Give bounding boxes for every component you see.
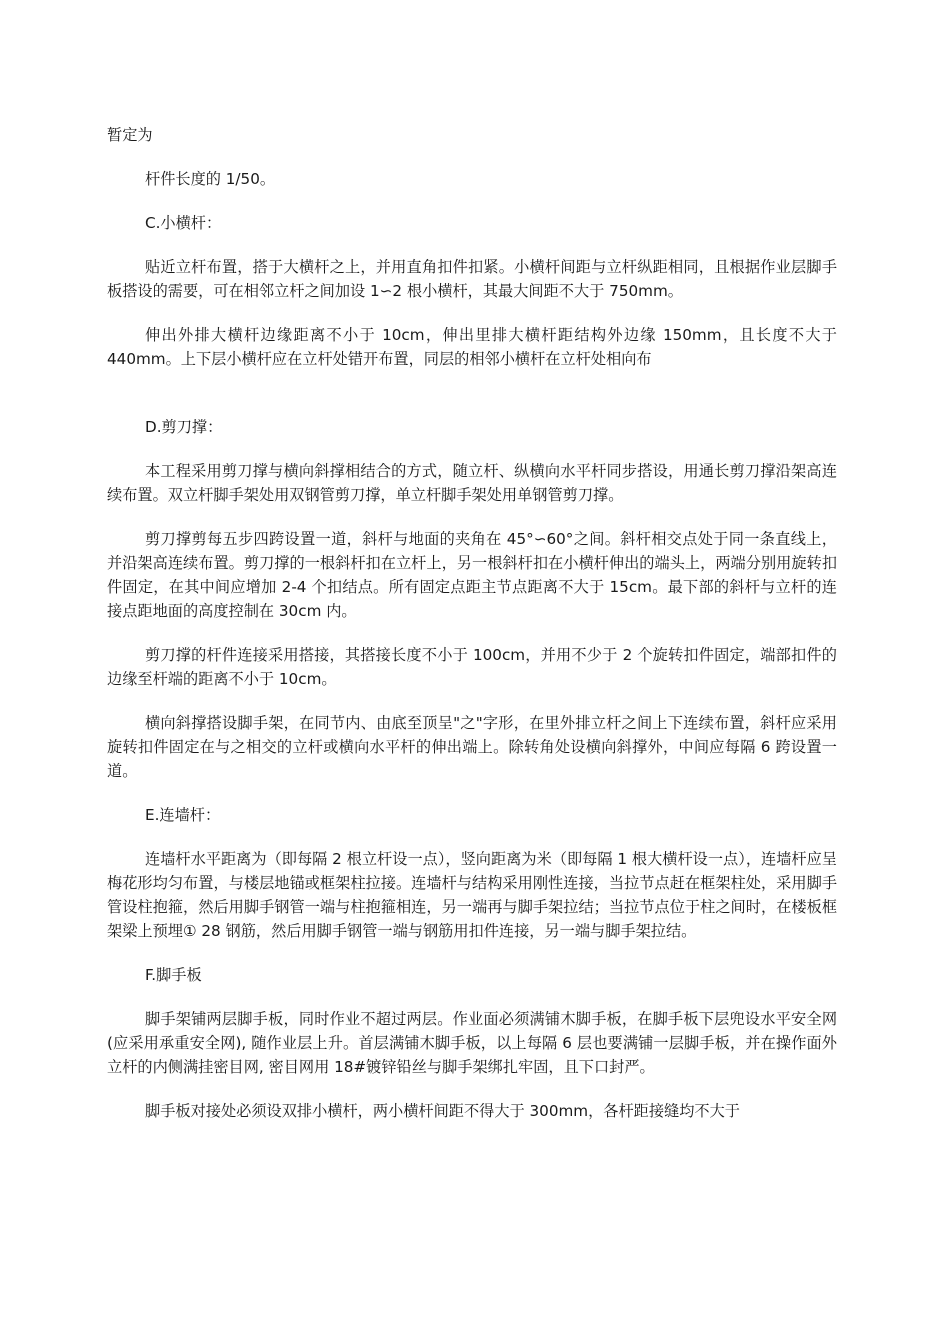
paragraph: 贴近立杆布置，搭于大横杆之上，并用直角扣件扣紧。小横杆间距与立杆纵距相同，且根据作业层脚手板搭设的需要，可在相邻立杆之间加设 1∽2 根小横杆，其最大间距不大于 750mm。	[107, 258, 837, 300]
paragraph: 伸出外排大横杆边缘距离不小于 10cm，伸出里排大横杆距结构外边缘 150mm，且长度不大于 440mm。上下层小横杆应在立杆处错开布置，同层的相邻小横杆在立杆处相向布	[107, 326, 837, 368]
paragraph: 本工程采用剪刀撑与横向斜撑相结合的方式，随立杆、纵横向水平杆同步搭设，用通长剪刀撑沿架高连续布置。双立杆脚手架处用双钢管剪刀撑，单立杆脚手架处用单钢管剪刀撑。	[107, 462, 837, 504]
paragraph: 杆件长度的 1/50。	[145, 170, 276, 188]
paragraph: 暂定为	[107, 126, 153, 144]
document-body	[107, 123, 837, 1123]
section-heading-e: E.连墙杆：	[145, 806, 221, 824]
paragraph: 剪刀撑剪每五步四跨设置一道，斜杆与地面的夹角在 45°∽60°之间。斜杆相交点处于同一条直线上，并沿架高连续布置。剪刀撑的一根斜杆扣在立杆上，另一根斜杆扣在小横杆伸出的端头上，两端分别用旋转扣件固定，在其中间应增加 2-4 个扣结点。所有固定点距主节点距离不大于 15cm。最下部的斜杆与立杆的连接点距地面的高度控制在 30cm 内。	[107, 530, 837, 620]
paragraph: 连墙杆水平距离为（即每隔 2 根立杆设一点），竖向距离为米（即每隔 1 根大横杆设一点），连墙杆应呈梅花形均匀布置，与楼层地锚或框架柱拉接。连墙杆与结构采用刚性连接，当拉节点赶在框架柱处，采用脚手管设柱抱箍，然后用脚手钢管一端与柱抱箍相连，另一端再与脚手架拉结；当拉节点位于柱之间时，在楼板框架梁上预埋① 28 钢筋，然后用脚手钢管一端与钢筋用扣件连接，另一端与脚手架拉结。	[107, 850, 837, 940]
section-heading-c: C.小横杆：	[145, 214, 222, 232]
paragraph: 脚手架铺两层脚手板，同时作业不超过两层。作业面必须满铺木脚手板，在脚手板下层兜设水平安全网(应采用承重安全网), 随作业层上升。首层满铺木脚手板，以上每隔 6 层也要满铺一层脚手板，并在操作面外立杆的内侧满挂密目网, 密目网用 18#镀锌铅丝与脚手架绑扎牢固，且下口封严。	[107, 1010, 837, 1076]
section-heading-d: D.剪刀撑：	[145, 418, 223, 436]
paragraph: 横向斜撑搭设脚手架，在同节内、由底至顶呈"之"字形，在里外排立杆之间上下连续布置，斜杆应采用旋转扣件固定在与之相交的立杆或横向水平杆的伸出端上。除转角处设横向斜撑外，中间应每隔 6 跨设置一道。	[107, 714, 837, 780]
paragraph: 剪刀撑的杆件连接采用搭接，其搭接长度不小于 100cm，并用不少于 2 个旋转扣件固定，端部扣件的边缘至杆端的距离不小于 10cm。	[107, 646, 837, 688]
section-heading-f: F.脚手板	[145, 966, 202, 984]
paragraph: 脚手板对接处必须设双排小横杆，两小横杆间距不得大于 300mm，各杆距接缝均不大于	[145, 1102, 740, 1120]
